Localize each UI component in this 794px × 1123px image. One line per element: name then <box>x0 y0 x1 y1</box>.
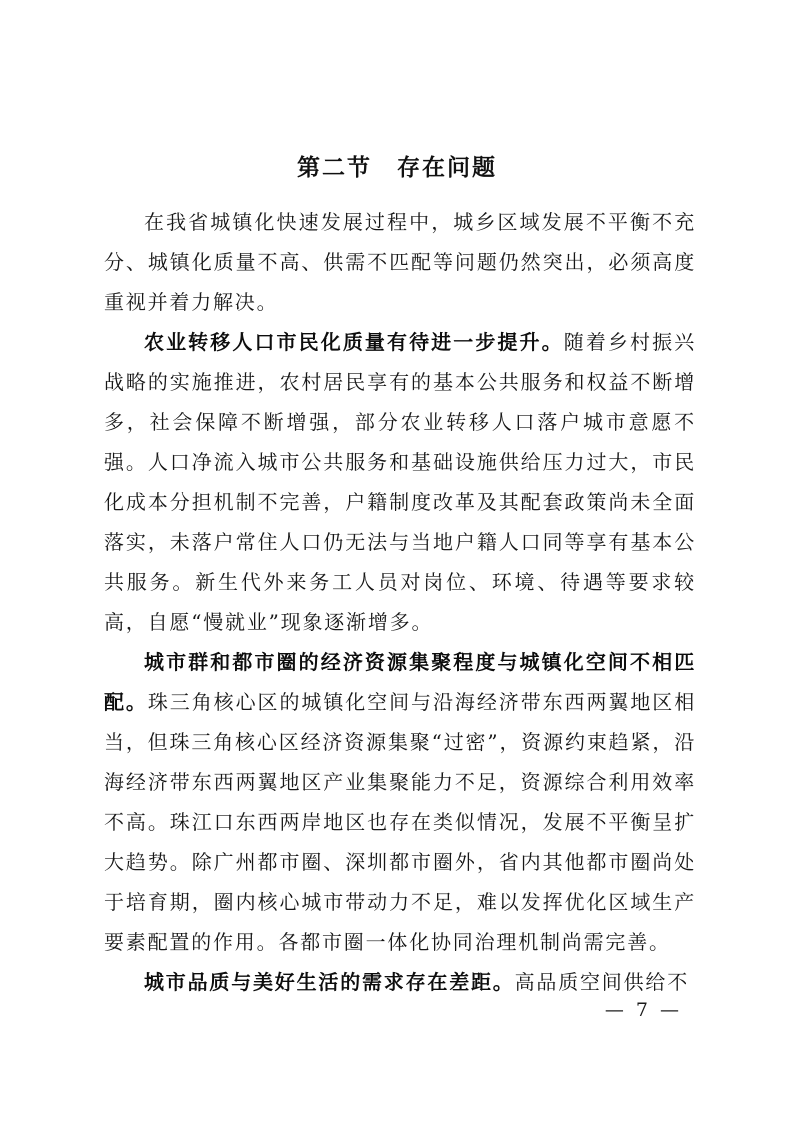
page-number: — 7 — <box>604 999 682 1021</box>
paragraph <box>104 962 696 1002</box>
paragraph <box>104 202 696 322</box>
paragraph <box>104 642 696 962</box>
paragraph <box>104 322 696 642</box>
paragraph-lead-bold: 城市品质与美好生活的需求存在差距。 <box>144 970 515 994</box>
paragraph-text: 高品质空间供给不 <box>514 970 690 994</box>
document-body <box>104 202 696 1002</box>
paragraph-lead-bold: 农业转移人口市民化质量有待进一步提升。 <box>144 330 564 354</box>
paragraph-text: 随着乡村振兴战略的实施推进，农村居民享有的基本公共服务和权益不断增多，社会保障不断增强，部分农业转移人口落户城市意愿不强。人口净流入城市公共服务和基础设施供给压力过大，市民化成本分担机制不完善，户籍制度改革及其配套政策尚未全面落实，未落户常住人口仍无法与当地户籍人口同等享有基本公共服务。新生代外来务工人员对岗位、环境、待遇等要求较高，自愿“慢就业”现象逐渐增多。 <box>104 330 696 634</box>
paragraph-text: 在我省城镇化快速发展过程中，城乡区域发展不平衡不充分、城镇化质量不高、供需不匹配等问题仍然突出，必须高度重视并着力解决。 <box>104 210 696 314</box>
section-title: 第二节 存在问题 <box>297 154 497 181</box>
paragraph-lead-bold: 城市群和都市圈的经济资源集聚程度与城镇化空间不相匹配。 <box>104 650 696 714</box>
paragraph-text: 珠三角核心区的城镇化空间与沿海经济带东西两翼地区相当，但珠三角核心区经济资源集聚“过密”，资源约束趋紧，沿海经济带东西两翼地区产业集聚能力不足，资源综合利用效率不高。珠江口东西两岸地区也存在类似情况，发展不平衡呈扩大趋势。除广州都市圈、深圳都市圈外，省内其他都市圈尚处于培育期，圈内核心城市带动力不足，难以发挥优化区域生产要素配置的作用。各都市圈一体化协同治理机制尚需完善。 <box>104 690 697 954</box>
